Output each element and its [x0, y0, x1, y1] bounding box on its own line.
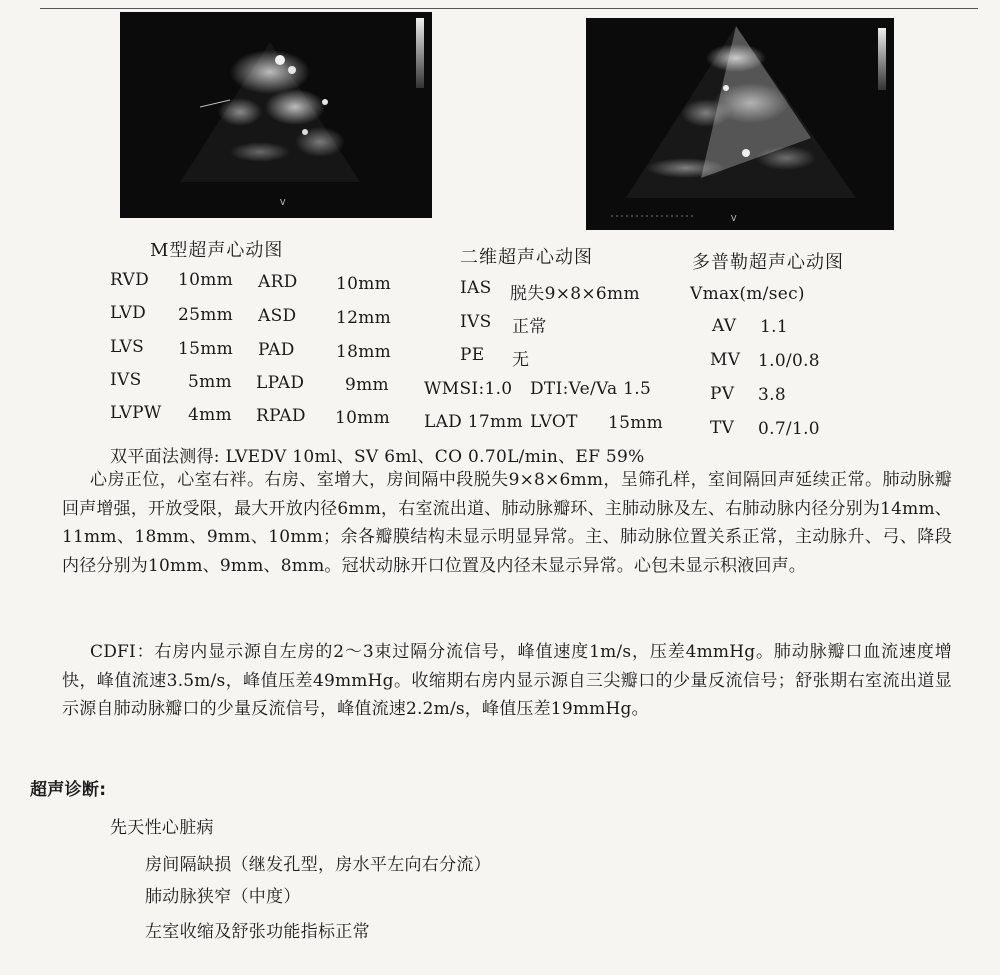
diagnosis-item: 房间隔缺损（继发孔型，房水平左向右分流）: [145, 855, 491, 875]
ias-label: IAS: [460, 278, 492, 298]
m-mode-value: 25mm: [178, 305, 234, 325]
m-mode-value: 12mm: [336, 308, 392, 328]
m-mode-label: RVD: [110, 270, 150, 290]
m-mode-label: ARD: [258, 272, 298, 292]
doppler-label: AV: [712, 316, 737, 336]
lvot-label: LVOT: [530, 412, 578, 432]
lad-value: LAD 17mm: [424, 412, 523, 432]
diagnosis-title: 超声诊断:: [30, 780, 107, 800]
diagnosis-item: 左室收缩及舒张功能指标正常: [145, 922, 370, 942]
image-left-label: V: [280, 198, 286, 207]
heading-2d: 二维超声心动图: [460, 247, 593, 268]
m-mode-label: RPAD: [256, 406, 306, 426]
cdfi-paragraph: CDFI：右房内显示源自左房的2～3束过隔分流信号，峰值速度1m/s，压差4mmHg。肺动脉瓣口血流速度增快，峰值流速3.5m/s，峰值压差49mmHg。收缩期右房内显示源自三尖瓣口的少量反流信号；舒张期右室流出道显示源自肺动脉瓣口的少量反流信号，峰值流速2.2m/s，峰值压差19mmHg。: [62, 642, 952, 719]
doppler-value: 3.8: [758, 385, 786, 405]
doppler-value: 0.7/1.0: [758, 419, 820, 439]
m-mode-value: 10mm: [178, 270, 234, 290]
doppler-label: MV: [710, 350, 741, 370]
m-mode-value: 10mm: [336, 274, 392, 294]
ultrasound-image-left: [120, 12, 432, 218]
m-mode-label: ASD: [258, 306, 297, 326]
biplane-measurement: 双平面法测得: LVEDV 10ml、SV 6ml、CO 0.70L/min、EF 59%: [110, 447, 645, 467]
ivs-value: 正常: [512, 317, 547, 337]
grayscale-bar: [878, 28, 886, 90]
grayscale-bar: [416, 18, 424, 88]
m-mode-label: LVPW: [110, 403, 162, 423]
diagnosis-main: 先天性心脏病: [110, 818, 214, 838]
m-mode-value: 5mm: [188, 372, 232, 392]
findings-paragraph: 心房正位，心室右袢。右房、室增大，房间隔中段脱失9×8×6mm，呈筛孔样，室间隔回声延续正常。肺动脉瓣回声增强，开放受限，最大开放内径6mm，右室流出道、肺动脉瓣环、主肺动脉及左、右肺动脉内径分别为14mm、11mm、18mm、9mm、10mm；余各瓣膜结构未显示明显异常。主、肺动脉位置关系正常，主动脉升、弓、降段内径分别为10mm、9mm、8mm。冠状动脉开口位置及内径未显示异常。心包未显示积液回声。: [62, 470, 952, 576]
heading-doppler: 多普勒超声心动图: [692, 252, 844, 273]
m-mode-value: 9mm: [345, 375, 389, 395]
doppler-label: PV: [710, 384, 735, 404]
top-rule: [40, 8, 978, 9]
heading-m-mode: M型超声心动图: [150, 240, 284, 261]
lvot-value: 15mm: [608, 413, 664, 433]
pe-value: 无: [512, 350, 530, 370]
m-mode-label: LPAD: [256, 373, 305, 393]
ias-value: 脱失9×8×6mm: [510, 284, 640, 304]
doppler-label: TV: [710, 418, 735, 438]
vmax-label: Vmax(m/sec): [690, 284, 805, 304]
m-mode-value: 15mm: [178, 339, 234, 359]
ultrasound-image-right: [586, 18, 894, 230]
doppler-value: 1.1: [760, 317, 788, 337]
image-right-label: V: [731, 214, 737, 223]
pe-label: PE: [460, 345, 485, 365]
ultrasound-right-graphic: [586, 18, 894, 230]
m-mode-label: IVS: [110, 370, 142, 390]
doppler-value: 1.0/0.8: [758, 351, 820, 371]
diagnosis-item: 肺动脉狭窄（中度）: [145, 887, 301, 907]
m-mode-label: LVD: [110, 303, 147, 323]
dti-value: DTI:Ve/Va 1.5: [530, 379, 652, 399]
m-mode-label: PAD: [258, 340, 295, 360]
m-mode-value: 10mm: [335, 408, 391, 428]
ultrasound-left-graphic: [120, 12, 432, 218]
m-mode-value: 4mm: [188, 405, 232, 425]
m-mode-label: LVS: [110, 337, 145, 357]
m-mode-value: 18mm: [336, 342, 392, 362]
wmsi-value: WMSI:1.0: [424, 379, 513, 399]
ivs-label: IVS: [460, 312, 492, 332]
